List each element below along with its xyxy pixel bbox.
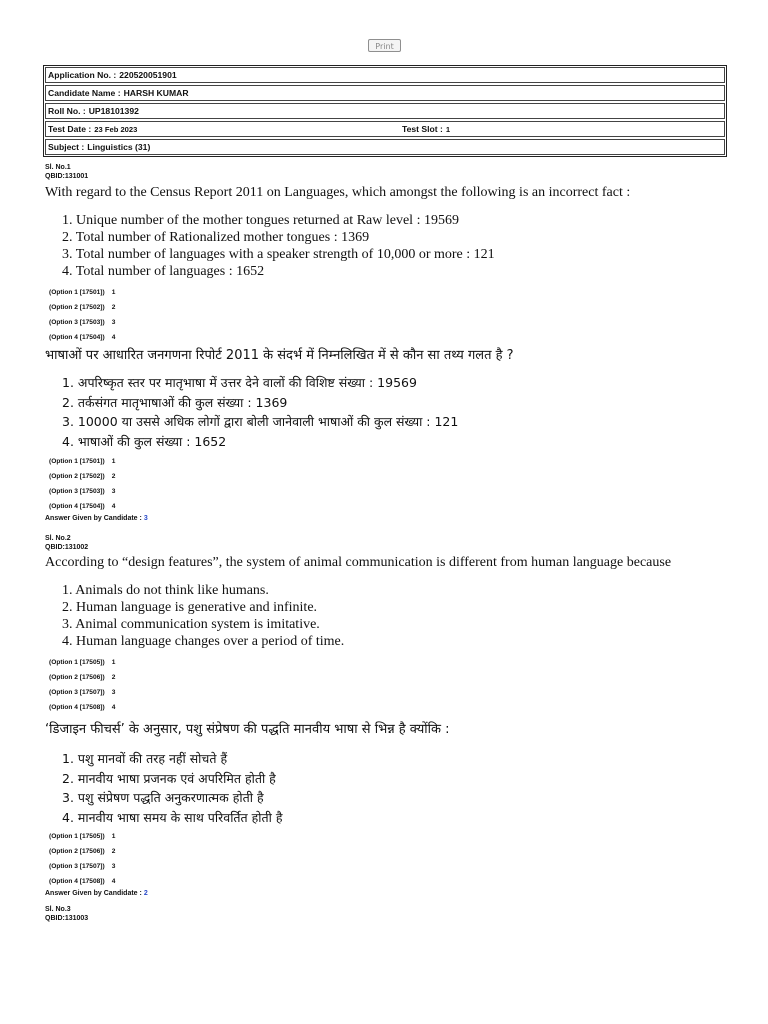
option-label: (Option 1 [17505]) xyxy=(49,833,105,840)
choice-item: 2. Total number of Rationalized mother tongues : 1369 xyxy=(62,230,370,245)
question-3 xyxy=(45,905,88,923)
roll-no-value: UP18101392 xyxy=(88,106,139,116)
choice-list-hi xyxy=(45,749,671,827)
qbid: QBID:131003 xyxy=(45,915,89,922)
option-row xyxy=(45,300,630,315)
choice-item: 2. तर्कसंगत मातृभाषाओं की कुल संख्या : 1369 xyxy=(62,394,288,410)
option-label: (Option 2 [17502]) xyxy=(49,473,105,480)
option-row xyxy=(45,285,630,300)
choice-item: 2. मानवीय भाषा प्रजनक एवं अपरिमित होती है xyxy=(62,770,276,786)
application-no-value: 220520051901 xyxy=(119,70,177,80)
choice-item: 1. पशु मानवों की तरह नहीं सोचते हैं xyxy=(62,751,228,766)
choice-item: 2. Human language is generative and infinite. xyxy=(62,600,318,615)
option-label: (Option 3 [17503]) xyxy=(49,319,105,326)
option-label: (Option 2 [17506]) xyxy=(49,848,105,855)
option-row xyxy=(45,874,671,889)
answer-label: Answer Given by Candidate : xyxy=(45,515,142,522)
option-row xyxy=(45,655,671,670)
option-label: (Option 2 [17502]) xyxy=(49,304,105,311)
option-row xyxy=(45,315,630,330)
option-number: 4 xyxy=(111,334,116,341)
serial-number: Sl. No.1 xyxy=(45,164,71,171)
choice-list-en xyxy=(45,212,630,280)
option-codes xyxy=(45,655,671,715)
option-number: 1 xyxy=(111,659,116,666)
answer-label: Answer Given by Candidate : xyxy=(45,890,142,897)
subject-label: Subject : xyxy=(48,142,85,152)
option-label: (Option 1 [17505]) xyxy=(49,659,105,666)
application-no-label: Application No. : xyxy=(48,70,117,80)
test-slot xyxy=(402,122,450,137)
option-number: 3 xyxy=(111,488,116,495)
question-2 xyxy=(45,534,671,898)
choice-item: 3. Total number of languages with a speaker strength of 10,000 or more : 121 xyxy=(62,247,495,262)
option-row xyxy=(45,829,671,844)
question-1 xyxy=(45,163,630,523)
test-slot-value: 1 xyxy=(445,125,451,134)
option-number: 3 xyxy=(111,863,116,870)
test-date-label: Test Date : xyxy=(48,124,92,134)
option-row xyxy=(45,484,630,499)
option-label: (Option 4 [17504]) xyxy=(49,503,105,510)
choice-item: 4. मानवीय भाषा समय के साथ परिवर्तित होती है xyxy=(62,809,283,825)
serial-number: Sl. No.2 xyxy=(45,535,71,542)
option-row xyxy=(45,685,671,700)
choice-item: 1. अपरिष्कृत स्तर पर मातृभाषा में उत्तर देने वालों की विशिष्ट संख्या : 19569 xyxy=(62,375,417,390)
option-label: (Option 3 [17503]) xyxy=(49,488,105,495)
option-number: 3 xyxy=(111,689,116,696)
test-date-value: 23 Feb 2023 xyxy=(94,125,138,134)
question-stem-en: With regard to the Census Report 2011 on Languages, which amongst the following is an incorrect fact : xyxy=(45,185,631,200)
option-row xyxy=(45,844,671,859)
question-stem-en: According to “design features”, the system of animal communication is different from human language because xyxy=(45,555,672,570)
choice-item: 1. Animals do not think like humans. xyxy=(62,583,269,598)
option-row xyxy=(45,454,630,469)
option-label: (Option 2 [17506]) xyxy=(49,674,105,681)
roll-no-label: Roll No. : xyxy=(48,106,86,116)
print-button[interactable]: Print xyxy=(368,39,401,52)
option-label: (Option 1 [17501]) xyxy=(49,289,105,296)
option-codes xyxy=(45,454,630,514)
option-row xyxy=(45,670,671,685)
option-row xyxy=(45,700,671,715)
option-label: (Option 3 [17507]) xyxy=(49,863,105,870)
answer-given xyxy=(45,889,671,898)
option-label: (Option 4 [17508]) xyxy=(49,704,105,711)
option-codes xyxy=(45,829,671,889)
option-row xyxy=(45,469,630,484)
question-stem-hi: भाषाओं पर आधारित जनगणना रिपोर्ट 2011 के संदर्भ में निम्नलिखित में से कौन सा तथ्य गलत है ? xyxy=(45,348,514,363)
choice-item: 3. 10000 या उससे अधिक लोगों द्वारा बोली जानेवाली भाषाओं की कुल संख्या : 121 xyxy=(62,414,459,429)
application-no-row xyxy=(45,67,725,83)
roll-no-row xyxy=(45,103,725,119)
question-stem-hi: ‘डिजाइन फीचर्स’ के अनुसार, पशु संप्रेषण की पद्धति मानवीय भाषा से भिन्न है क्योंकि : xyxy=(45,722,450,737)
qbid: QBID:131002 xyxy=(45,544,89,551)
option-number: 2 xyxy=(111,848,116,855)
test-slot-label: Test Slot : xyxy=(402,124,443,134)
choice-item: 4. भाषाओं की कुल संख्या : 1652 xyxy=(62,433,227,449)
choice-item: 3. पशु संप्रेषण पद्धति अनुकरणात्मक होती है xyxy=(62,790,264,805)
choice-list-hi xyxy=(45,373,630,451)
option-codes xyxy=(45,285,630,345)
option-number: 3 xyxy=(111,319,116,326)
option-label: (Option 4 [17504]) xyxy=(49,334,105,341)
choice-item: 4. Total number of languages : 1652 xyxy=(62,264,265,279)
option-number: 4 xyxy=(111,878,116,885)
option-number: 1 xyxy=(111,458,116,465)
option-number: 2 xyxy=(111,473,116,480)
choice-item: 1. Unique number of the mother tongues returned at Raw level : 19569 xyxy=(62,213,459,228)
choice-item: 4. Human language changes over a period of time. xyxy=(62,634,345,649)
option-row xyxy=(45,859,671,874)
option-label: (Option 4 [17508]) xyxy=(49,878,105,885)
option-number: 4 xyxy=(111,704,116,711)
option-label: (Option 1 [17501]) xyxy=(49,458,105,465)
serial-number: Sl. No.3 xyxy=(45,906,71,913)
subject-value: Linguistics (31) xyxy=(87,142,151,152)
candidate-info-table xyxy=(43,65,727,157)
option-row xyxy=(45,330,630,345)
option-number: 4 xyxy=(111,503,116,510)
choice-list-en xyxy=(45,582,671,650)
answer-value: 2 xyxy=(143,890,148,897)
option-row xyxy=(45,499,630,514)
qbid: QBID:131001 xyxy=(45,173,89,180)
option-label: (Option 3 [17507]) xyxy=(49,689,105,696)
option-number: 2 xyxy=(111,674,116,681)
test-date-row xyxy=(45,121,725,137)
subject-row xyxy=(45,139,725,155)
choice-item: 3. Animal communication system is imitative. xyxy=(62,617,320,632)
candidate-name-row xyxy=(45,85,725,101)
option-number: 1 xyxy=(111,289,116,296)
candidate-name-label: Candidate Name : xyxy=(48,88,121,98)
answer-value: 3 xyxy=(143,515,148,522)
option-number: 2 xyxy=(111,304,116,311)
answer-given xyxy=(45,514,630,523)
candidate-name-value: HARSH KUMAR xyxy=(123,88,189,98)
option-number: 1 xyxy=(111,833,116,840)
